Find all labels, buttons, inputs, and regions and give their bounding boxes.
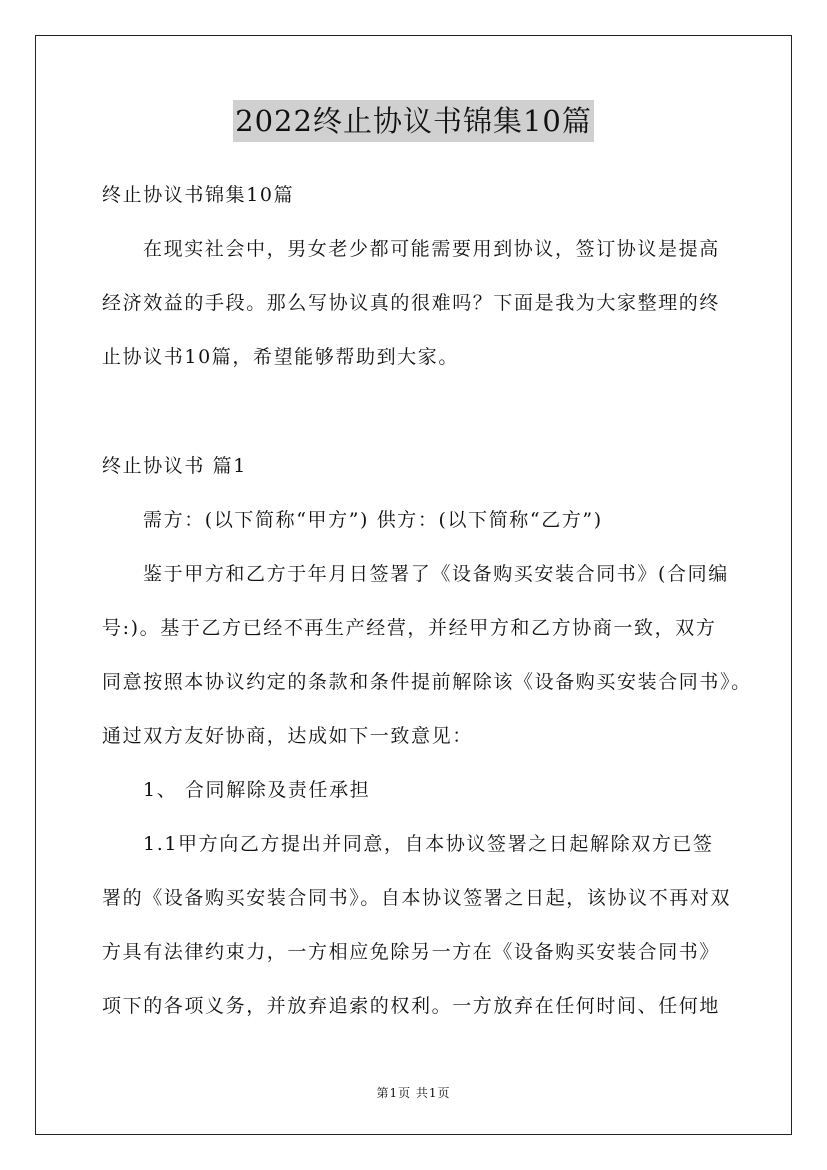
recital-line-4: 通过双方友好协商，达成如下一致意见： <box>102 725 473 747</box>
document-subtitle: 终止协议书锦集10篇 <box>102 184 295 206</box>
intro-line-2: 经济效益的手段。那么写协议真的很难吗？下面是我为大家整理的终 <box>102 292 721 314</box>
document-title-wrap <box>0 100 827 142</box>
intro-line-1: 在现实社会中，男女老少都可能需要用到协议，签订协议是提高 <box>143 238 720 260</box>
page-footer: 第1页 共1页 <box>376 1086 451 1100</box>
recital-line-2: 号:)。基于乙方已经不再生产经营，并经甲方和乙方协商一致，双方 <box>102 617 717 639</box>
section-heading: 终止协议书 篇1 <box>102 455 247 477</box>
parties-line: 需方：(以下简称“甲方”) 供方：(以下简称“乙方”) <box>143 509 603 531</box>
clause-heading: 1、 合同解除及责任承担 <box>143 779 371 801</box>
clause-line-2: 署的《设备购买安装合同书》。自本协议签署之日起，该协议不再对双 <box>102 887 732 909</box>
recital-line-1: 鉴于甲方和乙方于年月日签署了《设备购买安装合同书》(合同编 <box>143 563 729 585</box>
clause-line-3: 方具有法律约束力，一方相应免除另一方在《设备购买安装合同书》 <box>102 941 721 963</box>
recital-line-3: 同意按照本协议约定的条款和条件提前解除该《设备购买安装合同书》。 <box>102 671 752 693</box>
clause-line-1: 1.1甲方向乙方提出并同意，自本协议签署之日起解除双方已签 <box>143 833 714 855</box>
document-title: 2022终止协议书锦集10篇 <box>233 100 594 142</box>
intro-line-3: 止协议书10篇，希望能够帮助到大家。 <box>102 346 459 368</box>
clause-line-4: 项下的各项义务，并放弃追索的权利。一方放弃在任何时间、任何地 <box>102 995 721 1017</box>
